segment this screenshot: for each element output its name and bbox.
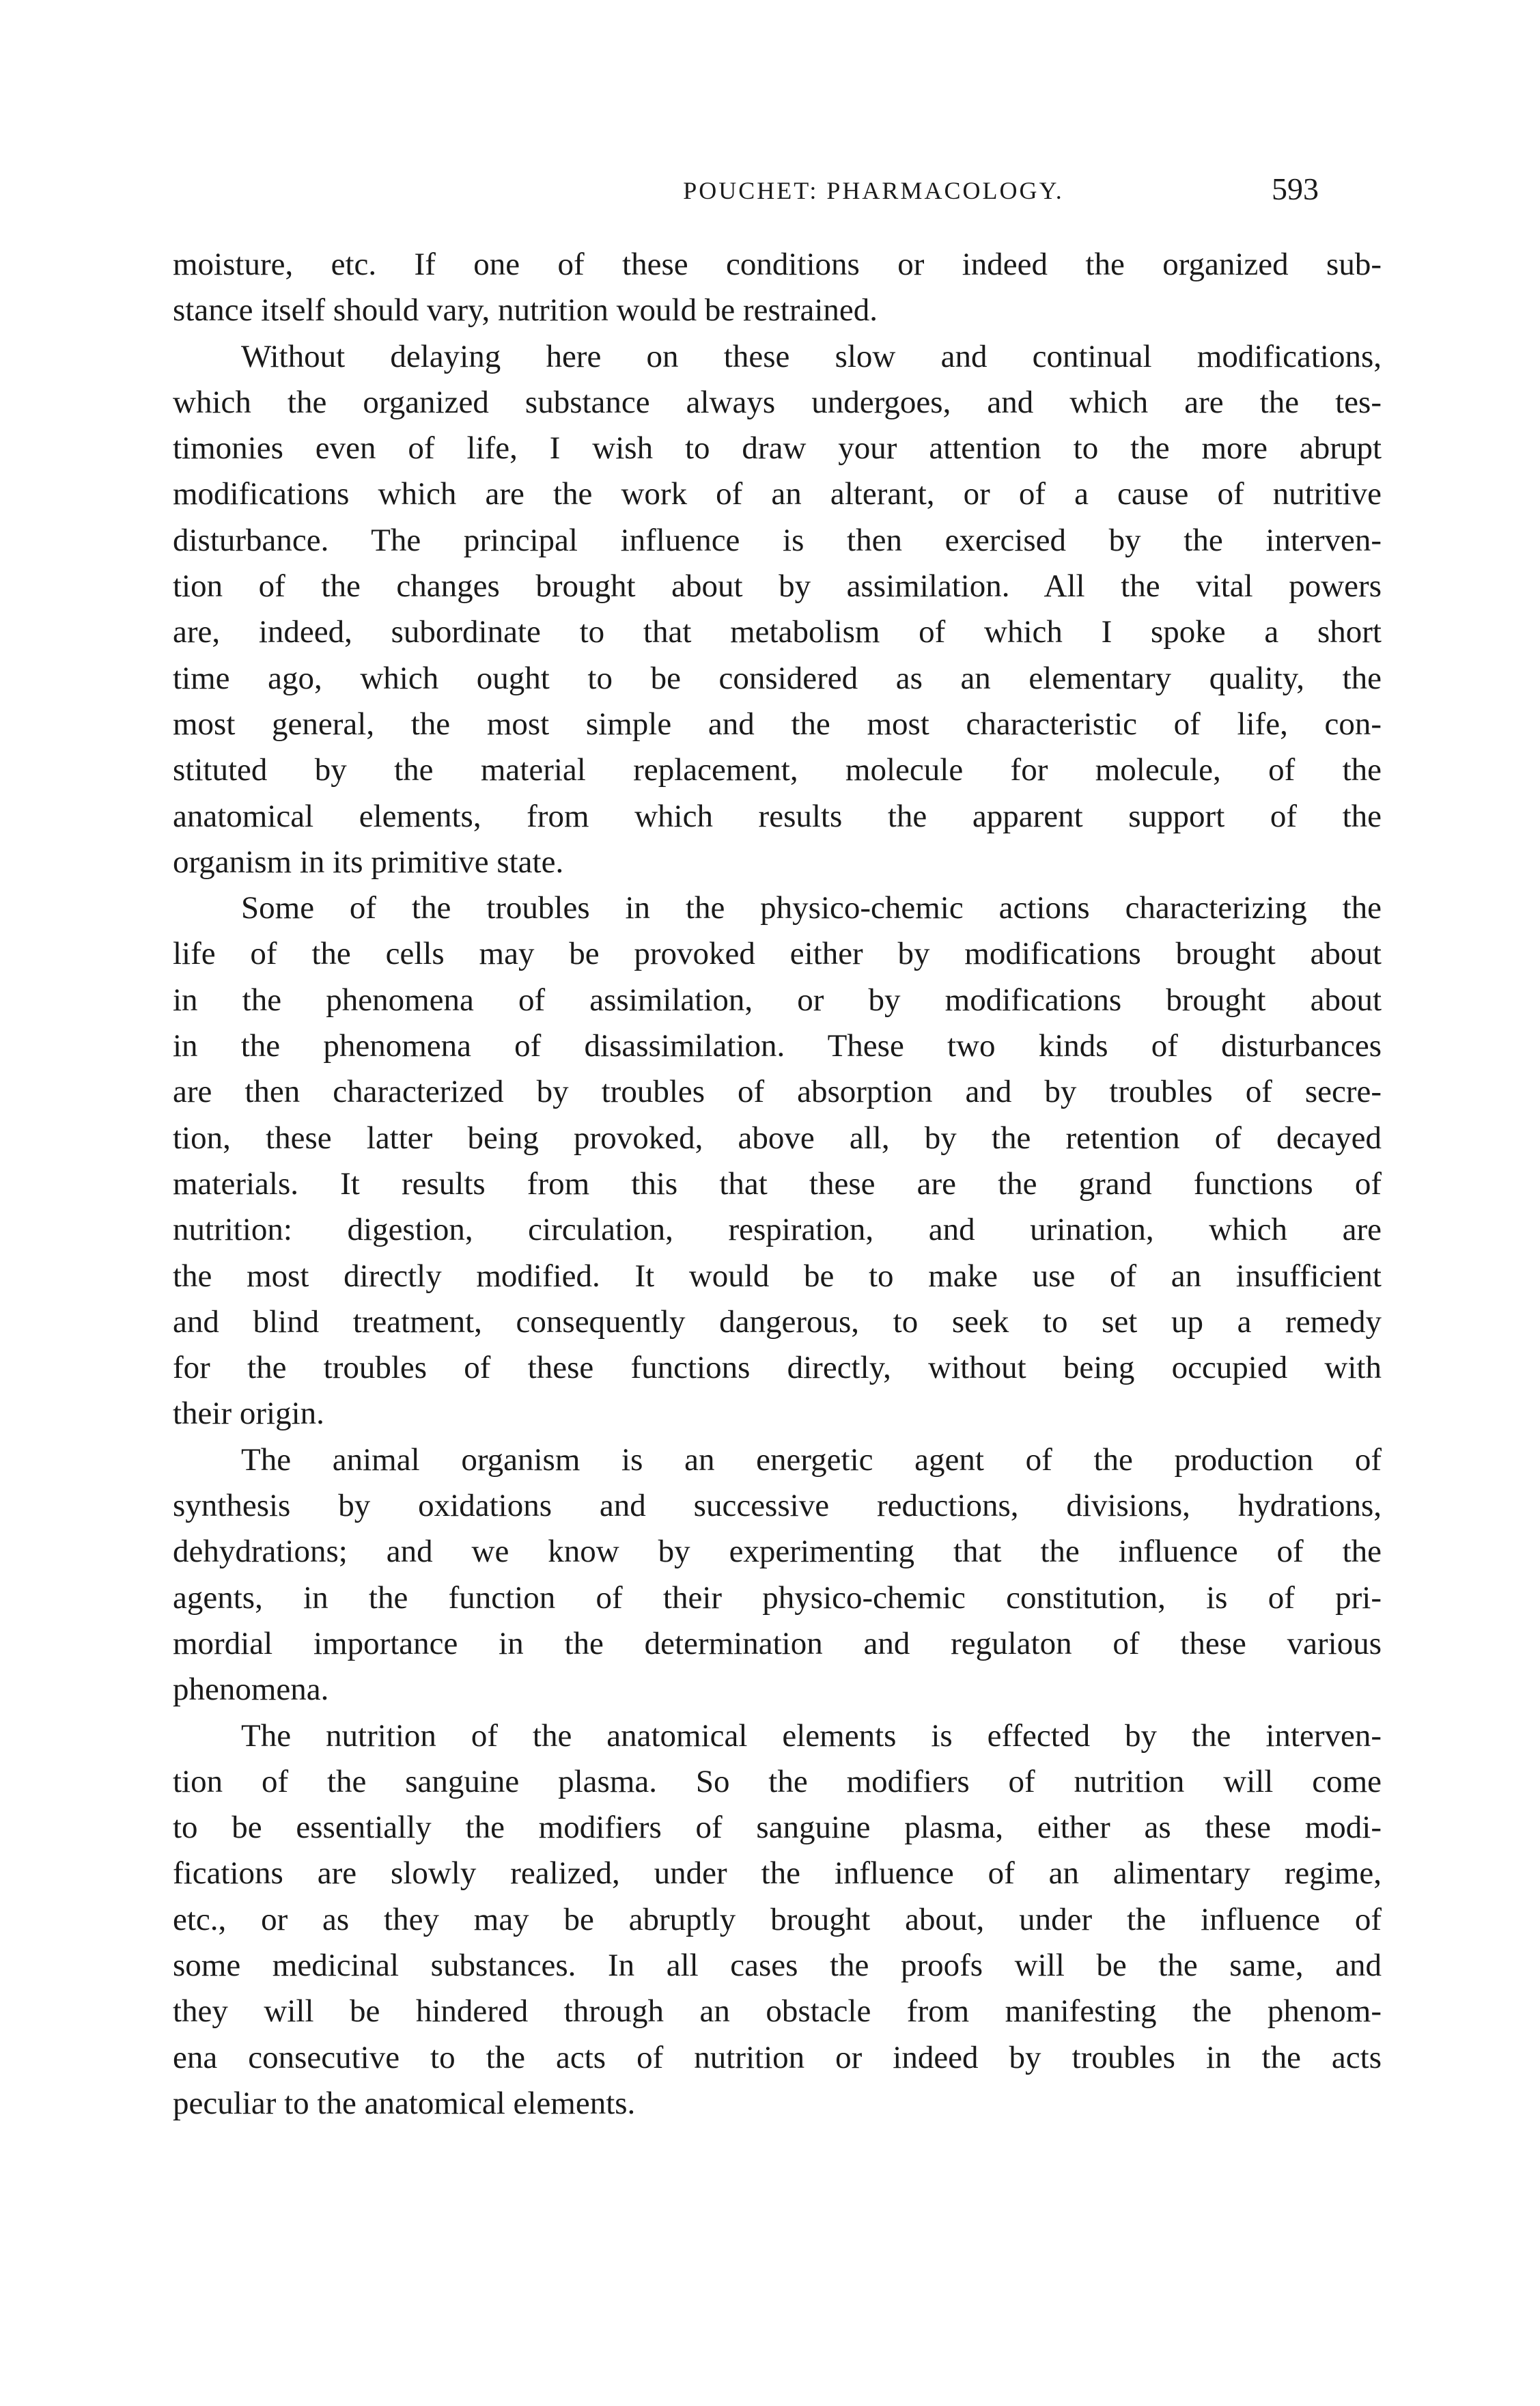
- text-line: The animal organism is an energetic agent of the production of: [241, 1441, 1382, 1478]
- text-line: materials. It results from this that these are the grand functions of: [173, 1165, 1382, 1202]
- text-line: Some of the troubles in the physico-chemic actions characterizing the: [241, 890, 1382, 926]
- text-line: stituted by the material replacement, molecule for molecule, of the: [173, 752, 1382, 788]
- text-line: The nutrition of the anatomical elements is effected by the interven-: [241, 1717, 1382, 1754]
- text-line: fications are slowly realized, under the influence of an alimentary regime,: [173, 1855, 1382, 1892]
- text-line: in the phenomena of assimilation, or by modifications brought about: [173, 982, 1382, 1018]
- paragraph: [173, 242, 1382, 334]
- text-line: tion of the changes brought about by assimilation. All the vital powers: [173, 568, 1382, 605]
- text-line: and blind treatment, consequently dangerous, to seek to set up a remedy: [173, 1303, 1382, 1340]
- text-line: timonies even of life, I wish to draw your attention to the more abrupt: [173, 430, 1382, 467]
- text-line: agents, in the function of their physico-chemic constitution, is of pri-: [173, 1579, 1382, 1616]
- text-line: time ago, which ought to be considered as an elementary quality, the: [173, 660, 1382, 696]
- page-number: 593: [1272, 171, 1319, 206]
- text-line: disturbance. The principal influence is then exercised by the interven-: [173, 522, 1382, 558]
- text-line: they will be hindered through an obstacle from manifesting the phenom-: [173, 1993, 1382, 2030]
- text-line: life of the cells may be provoked either by modifications brought about: [173, 936, 1382, 972]
- paragraph: [173, 885, 1382, 1437]
- text-line: are, indeed, subordinate to that metabolism of which I spoke a short: [173, 614, 1382, 650]
- text-line: etc., or as they may be abruptly brought about, under the influence of: [173, 1901, 1382, 1937]
- text-line: nutrition: digestion, circulation, respiration, and urination, which are: [173, 1212, 1382, 1248]
- text-line: their origin.: [173, 1396, 324, 1432]
- text-line: mordial importance in the determination and regulaton of these various: [173, 1625, 1382, 1661]
- text-line: phenomena.: [173, 1672, 329, 1708]
- text-line: which the organized substance always undergoes, and which are the tes-: [173, 384, 1382, 420]
- text-line: modifications which are the work of an alterant, or of a cause of nutritive: [173, 476, 1382, 512]
- text-line: Without delaying here on these slow and continual modifications,: [241, 338, 1382, 374]
- paragraph: [173, 1437, 1382, 1713]
- text-line: tion of the sanguine plasma. So the modifiers of nutrition will come: [173, 1763, 1382, 1799]
- text-line: dehydrations; and we know by experimenting that the influence of the: [173, 1534, 1382, 1570]
- paragraph: [173, 334, 1382, 886]
- body-text: [173, 242, 1382, 2127]
- text-line: to be essentially the modifiers of sanguine plasma, either as these modi-: [173, 1810, 1382, 1846]
- text-line: are then characterized by troubles of absorption and by troubles of secre-: [173, 1074, 1382, 1110]
- text-line: peculiar to the anatomical elements.: [173, 2085, 636, 2121]
- text-line: organism in its primitive state.: [173, 844, 564, 880]
- text-line: for the troubles of these functions directly, without being occupied with: [173, 1350, 1382, 1386]
- text-line: in the phenomena of disassimilation. These two kinds of disturbances: [173, 1028, 1382, 1064]
- text-line: anatomical elements, from which results the apparent support of the: [173, 798, 1382, 834]
- text-line: stance itself should vary, nutrition would be restrained.: [173, 292, 878, 329]
- text-line: moisture, etc. If one of these conditions or indeed the organized sub-: [173, 247, 1382, 282]
- text-line: ena consecutive to the acts of nutrition or indeed by troubles in the acts: [173, 2039, 1382, 2075]
- text-line: tion, these latter being provoked, above all, by the retention of decayed: [173, 1120, 1382, 1156]
- paragraph: [173, 1713, 1382, 2127]
- text-line: most general, the most simple and the most characteristic of life, con-: [173, 706, 1382, 742]
- running-head: POUCHET: PHARMACOLOGY.: [683, 177, 1064, 204]
- text-line: synthesis by oxidations and successive reductions, divisions, hydrations,: [173, 1488, 1382, 1524]
- text-line: the most directly modified. It would be to make use of an insufficient: [173, 1258, 1382, 1294]
- text-line: some medicinal substances. In all cases the proofs will be the same, and: [173, 1947, 1382, 1983]
